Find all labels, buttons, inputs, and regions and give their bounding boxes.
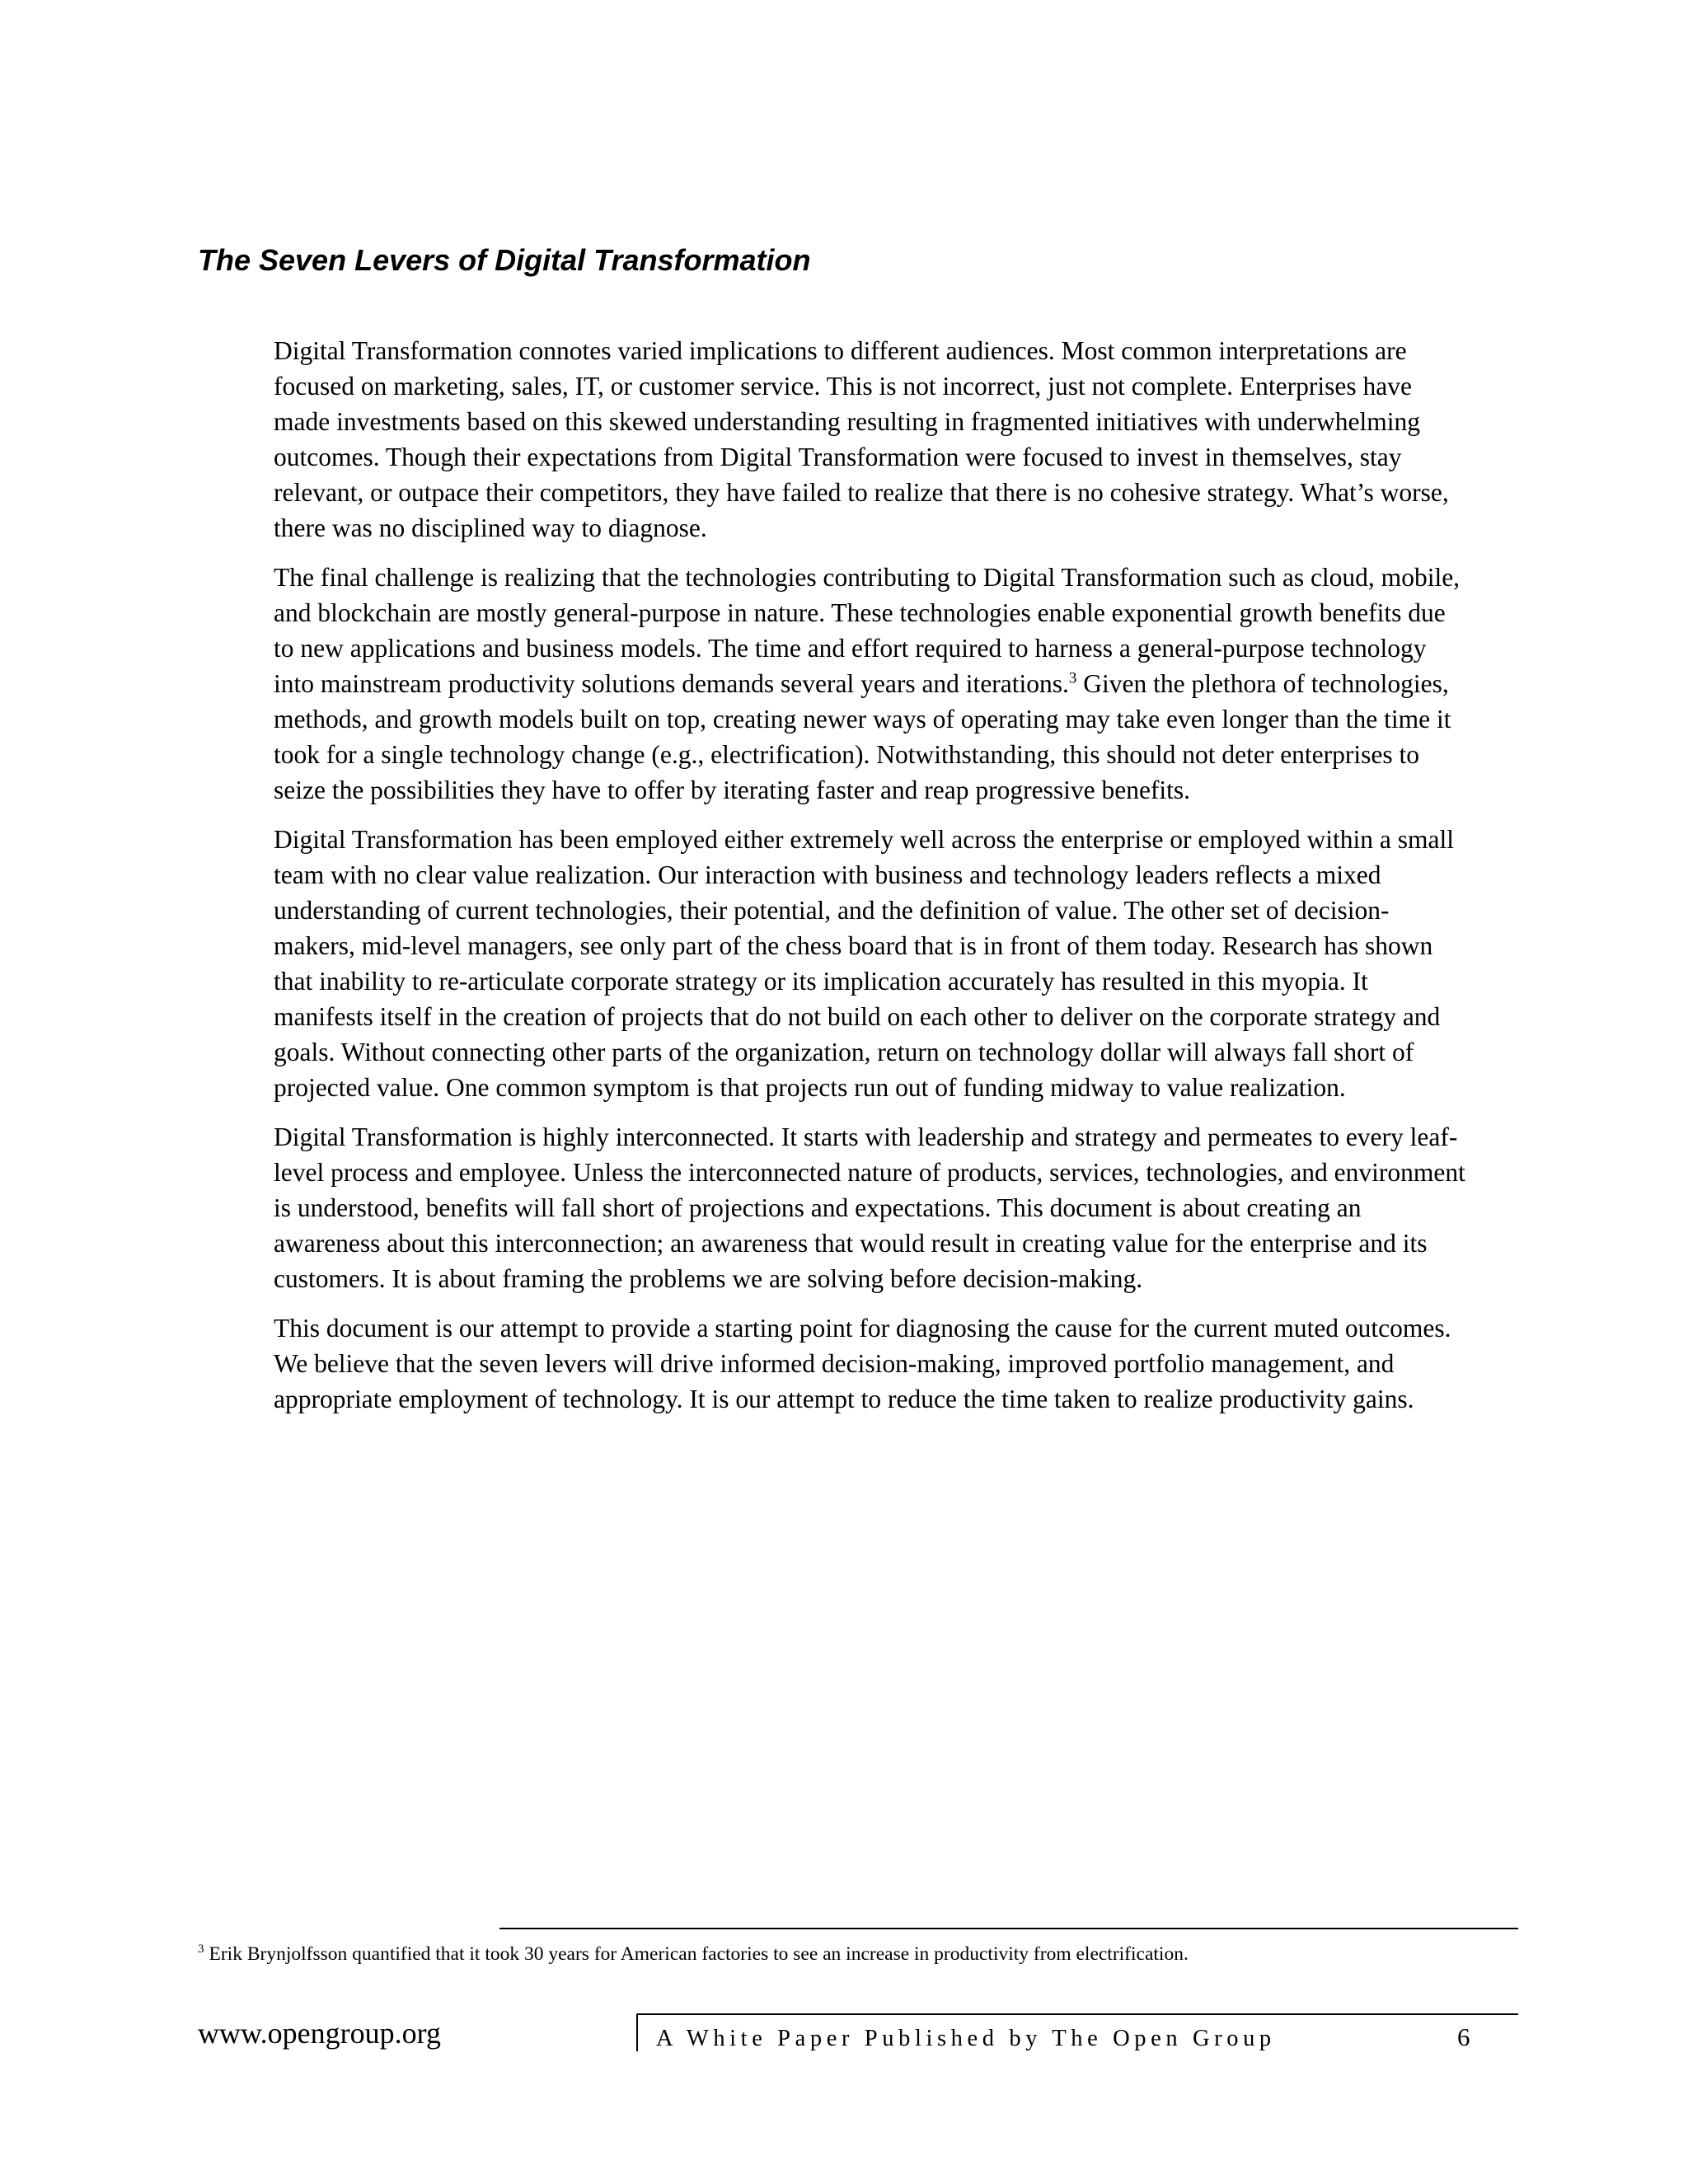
page-number: 6 [1457, 2022, 1470, 2051]
footer-url[interactable]: www.opengroup.org [198, 2017, 441, 2050]
footer-rule-tick [636, 2013, 638, 2051]
paragraph-2 [274, 560, 1470, 808]
footer-rule [636, 2013, 1518, 2015]
section-heading: The Seven Levers of Digital Transformation [198, 243, 811, 277]
footer-publication: A White Paper Published by The Open Group [656, 2026, 1276, 2051]
paragraph-5: This document is our attempt to provide a starting point for diagnosing the cause for the current muted outcomes. We believe that the seven levers will drive informed decision-making, improved portfolio management, and appropriate employment of technology. It is our attempt to reduce the time taken to realize productivity gains. [274, 1314, 1451, 1413]
footnote-separator [499, 1928, 1518, 1929]
paragraph-3: Digital Transformation has been employed either extremely well across the enterprise or employed within a small team with no clear value realization. Our interaction with business and technology leaders reflects a mixed understanding of current technologies, their potential, and the definition of value. The other set of decision-makers, mid-level managers, see only part of the chess board that is in front of them today. Research has shown that inability to re-articulate corporate strategy or its implication accurately has resulted in this myopia. It manifests itself in the creation of projects that do not build on each other to deliver on the corporate strategy and goals. Without connecting other parts of the organization, return on technology dollar will always fall short of projected value. One common symptom is that projects run out of funding midway to value realization. [274, 825, 1454, 1102]
paragraph-4: Digital Transformation is highly interconnected. It starts with leadership and strategy and permeates to every leaf-level process and employee. Unless the interconnected nature of products, services, technologies, and environment is understood, benefits will fall short of projections and expectations. This document is about creating an awareness about this interconnection; an awareness that would result in creating value for the enterprise and its customers. It is about framing the problems we are solving before decision-making. [274, 1122, 1465, 1293]
footnote-text: Erik Brynjolfsson quantified that it took 30 years for American factories to see an increase in productivity from electrification. [209, 1943, 1189, 1965]
paragraph-1: Digital Transformation connotes varied implications to different audiences. Most common interpretations are focused on marketing, sales, IT, or customer service. This is not incorrect, just not complete. Enterprises have made investments based on this skewed understanding resulting in fragmented initiatives with underwhelming outcomes. Though their expectations from Digital Transformation were focused to invest in themselves, stay relevant, or outpace their competitors, they have failed to realize that there is no cohesive strategy. What’s worse, there was no disciplined way to diagnose. [274, 336, 1449, 542]
body-text [274, 333, 1470, 1431]
paragraph-2-after-ref: Given the plethora of technologies, methods, and growth models built on top, creating newer ways of operating may take even longer than the time it took for a single technology change (e.g., electrification). Notwithstanding, this should not deter enterprises to seize the possibilities they have to offer by iterating faster and reap progressive benefits. [274, 669, 1451, 804]
footnote-mark: 3 [198, 1943, 204, 1957]
footnote-reference[interactable]: 3 [1068, 669, 1077, 687]
footnote [198, 1942, 1599, 1966]
paragraph-2-before-ref: The final challenge is realizing that the technologies contributing to Digital Transformation such as cloud, mobile, and blockchain are mostly general-purpose in nature. These technologies enable exponential growth benefits due to new applications and business models. The time and effort required to harness a general-purpose technology into mainstream productivity solutions demands several years and iterations. [274, 563, 1461, 698]
